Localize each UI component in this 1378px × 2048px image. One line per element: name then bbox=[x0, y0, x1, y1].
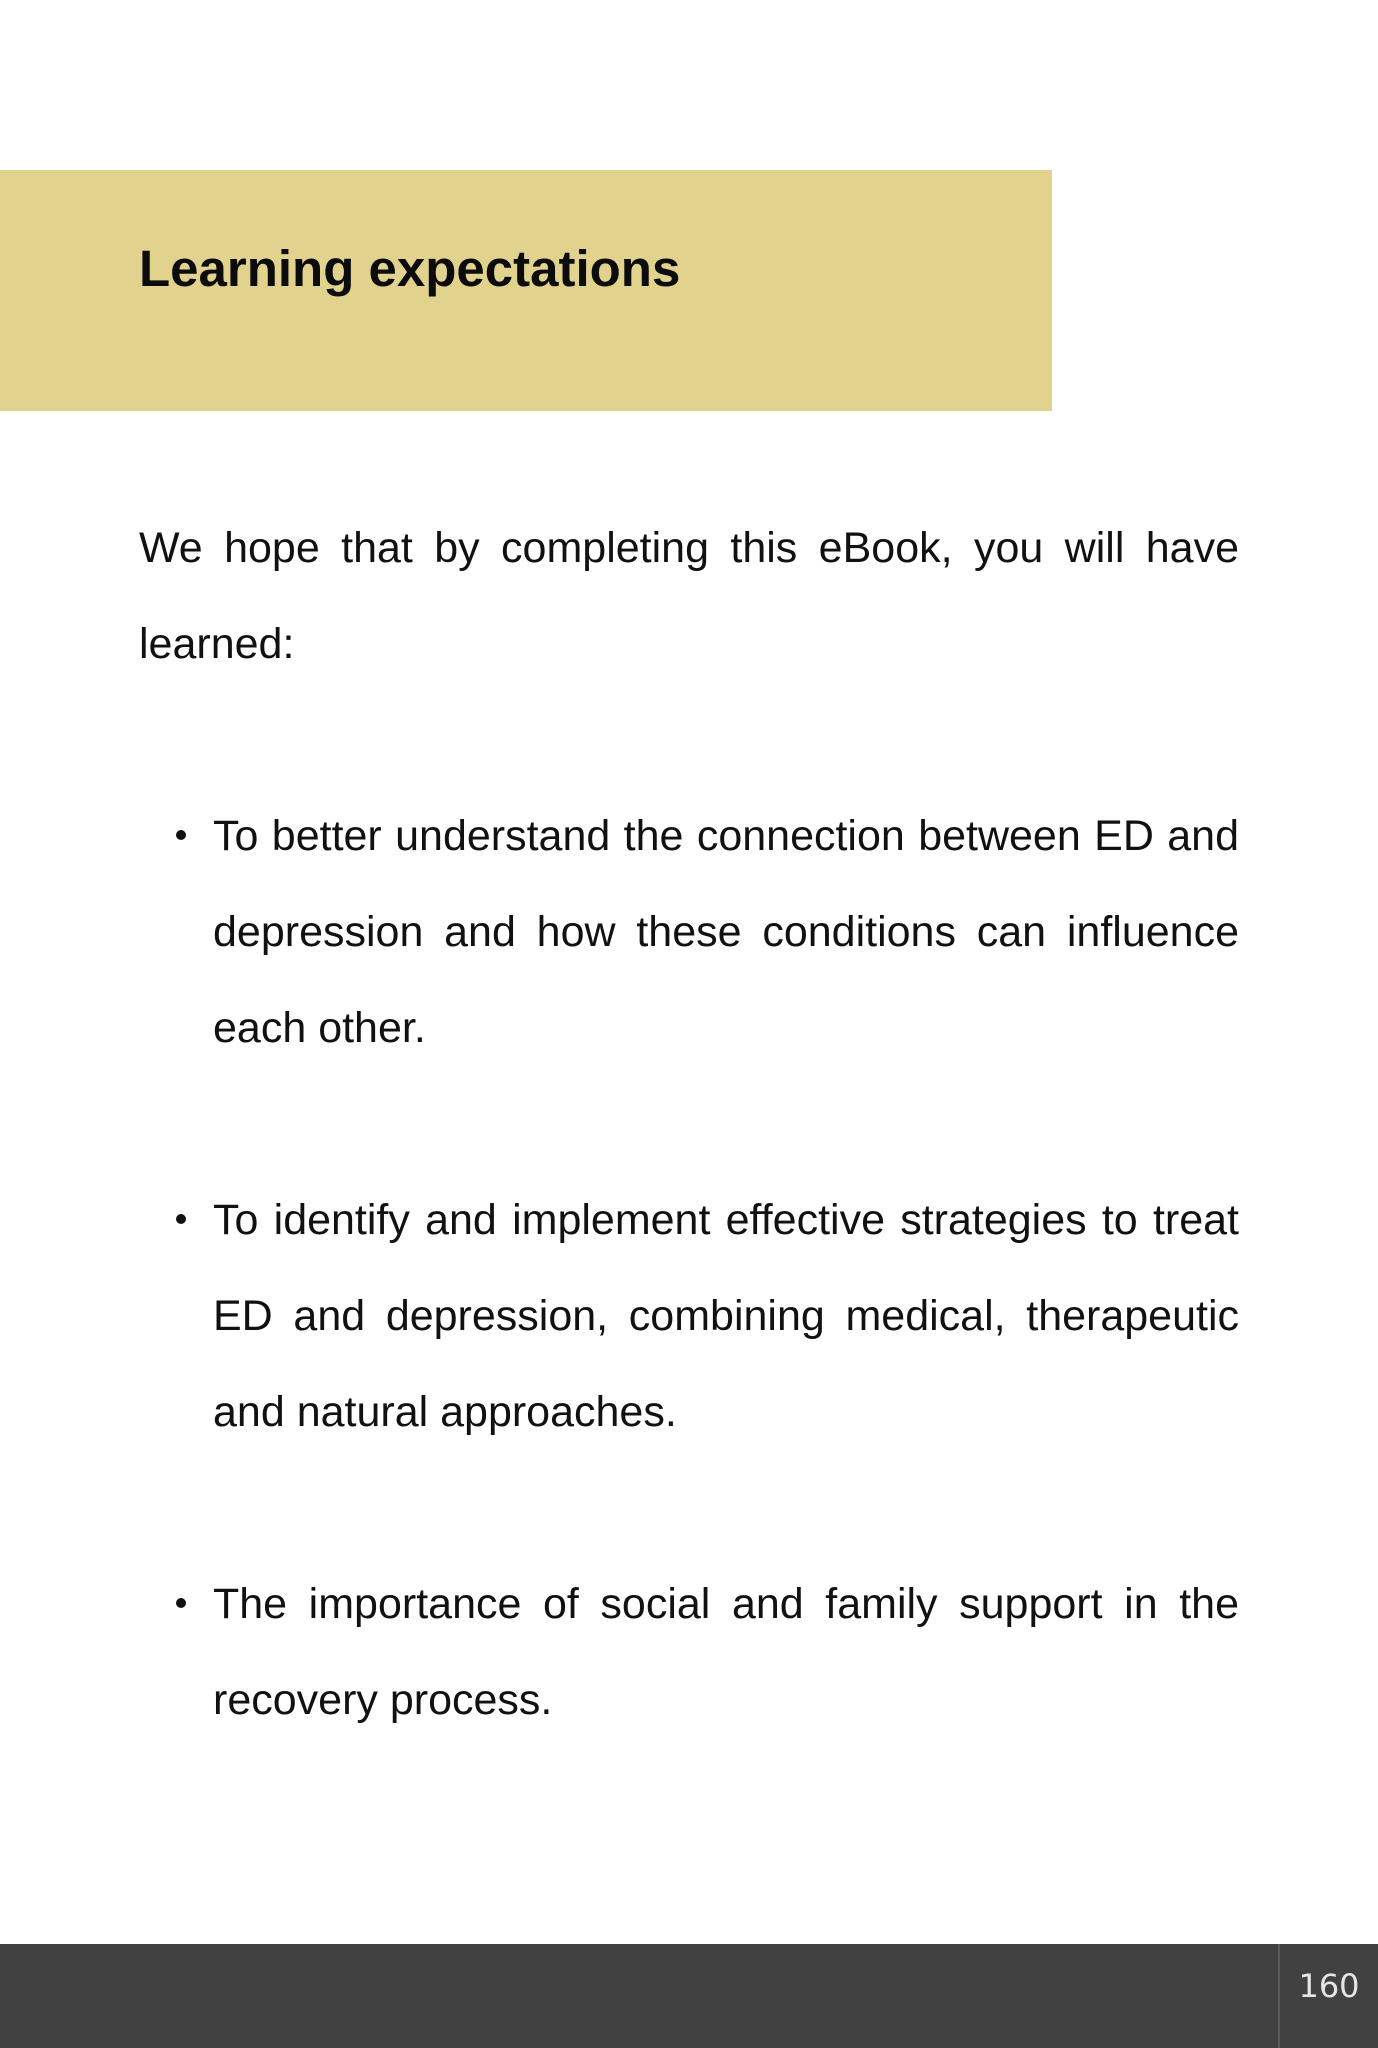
list-item-text: To identify and implement effective strategies to treat ED and depression, combining medical, therapeutic and natural approaches. bbox=[213, 1196, 1239, 1436]
intro-paragraph: We hope that by completing this eBook, you will have learned: bbox=[139, 524, 1239, 668]
list-item bbox=[213, 788, 1239, 1076]
list-item bbox=[213, 1556, 1239, 1748]
list-item bbox=[213, 1172, 1239, 1460]
bullet-icon bbox=[176, 830, 186, 840]
bullet-icon bbox=[176, 1214, 186, 1224]
list-item-text: The importance of social and family support in the recovery process. bbox=[213, 1580, 1239, 1724]
list-item-text: To better understand the connection between ED and depression and how these conditions can influence each other. bbox=[213, 812, 1239, 1052]
page-number: 160 bbox=[1298, 1967, 1360, 2005]
bullet-icon bbox=[176, 1598, 186, 1608]
footer-bar bbox=[0, 1944, 1378, 2048]
section-heading: Learning expectations bbox=[139, 240, 681, 297]
learning-expectations-list bbox=[213, 788, 1239, 1844]
